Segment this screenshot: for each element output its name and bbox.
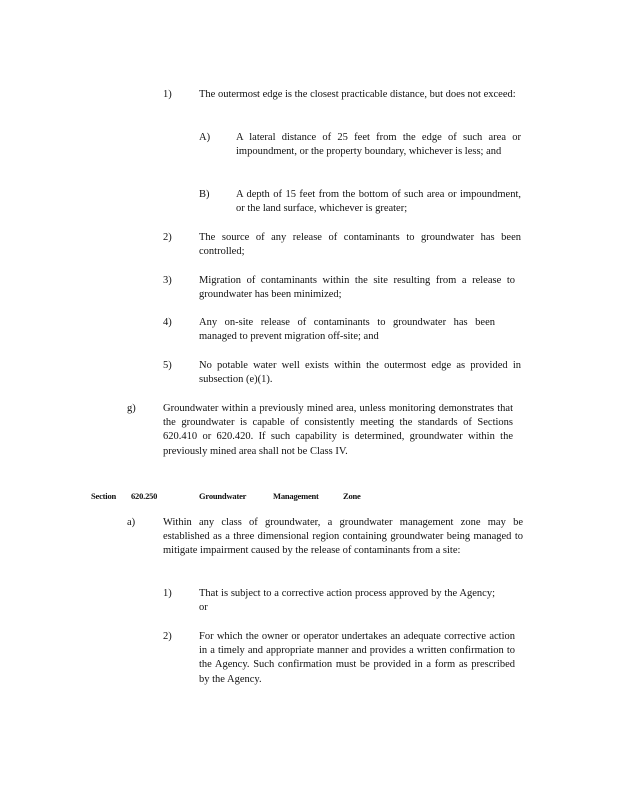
section-title-word: Management <box>273 491 319 501</box>
item-number: 1) <box>163 89 172 100</box>
section-title-word: Groundwater <box>199 491 247 501</box>
item-number: 1) <box>163 588 172 599</box>
item-text: Any on-site release of contaminants to groundwater has been managed to prevent migration off-site; and <box>199 317 495 343</box>
item-text: Groundwater within a previously mined area, unless monitoring demonstrates that the groundwater is capable of consistently meeting the standards of Sections 620.410 or 620.420. If such capability is determined, groundwater within the previously mined area shall not be Class IV. <box>163 403 513 457</box>
subitem-number: B) <box>199 189 210 200</box>
section-title-word: Zone <box>343 491 361 501</box>
item-text: For which the owner or operator undertakes an adequate corrective action in a timely and appropriate manner and provides a written confirmation to the Agency. Such confirmation must be provided in a form as prescribed by the Agency. <box>199 631 515 685</box>
item-text: Within any class of groundwater, a groundwater management zone may be established as a three dimensional region containing groundwater being managed to mitigate impairment caused by the release of contaminants from a site: <box>163 517 523 557</box>
item-number: g) <box>127 403 136 414</box>
item-number: a) <box>127 517 136 528</box>
subitem-text: A depth of 15 feet from the bottom of such area or impoundment, or the land surface, whichever is greater; <box>236 189 521 215</box>
item-number: 5) <box>163 360 172 371</box>
section-label: Section <box>91 491 117 501</box>
subitem-text: A lateral distance of 25 feet from the edge of such area or impoundment, or the property boundary, whichever is less; and <box>236 132 521 158</box>
item-number: 2) <box>163 631 172 642</box>
item-number: 2) <box>163 232 172 243</box>
item-text: The outermost edge is the closest practicable distance, but does not exceed: <box>199 89 516 100</box>
section-number: 620.250 <box>131 491 158 501</box>
item-text: That is subject to a corrective action process approved by the Agency; or <box>199 588 495 614</box>
item-text: The source of any release of contaminants to groundwater has been controlled; <box>199 232 521 258</box>
subitem-number: A) <box>199 132 211 143</box>
item-text: No potable water well exists within the outermost edge as provided in subsection (e)(1). <box>199 360 521 386</box>
item-text: Migration of contaminants within the site resulting from a release to groundwater has been minimized; <box>199 275 515 301</box>
item-number: 3) <box>163 275 172 286</box>
item-number: 4) <box>163 317 172 328</box>
